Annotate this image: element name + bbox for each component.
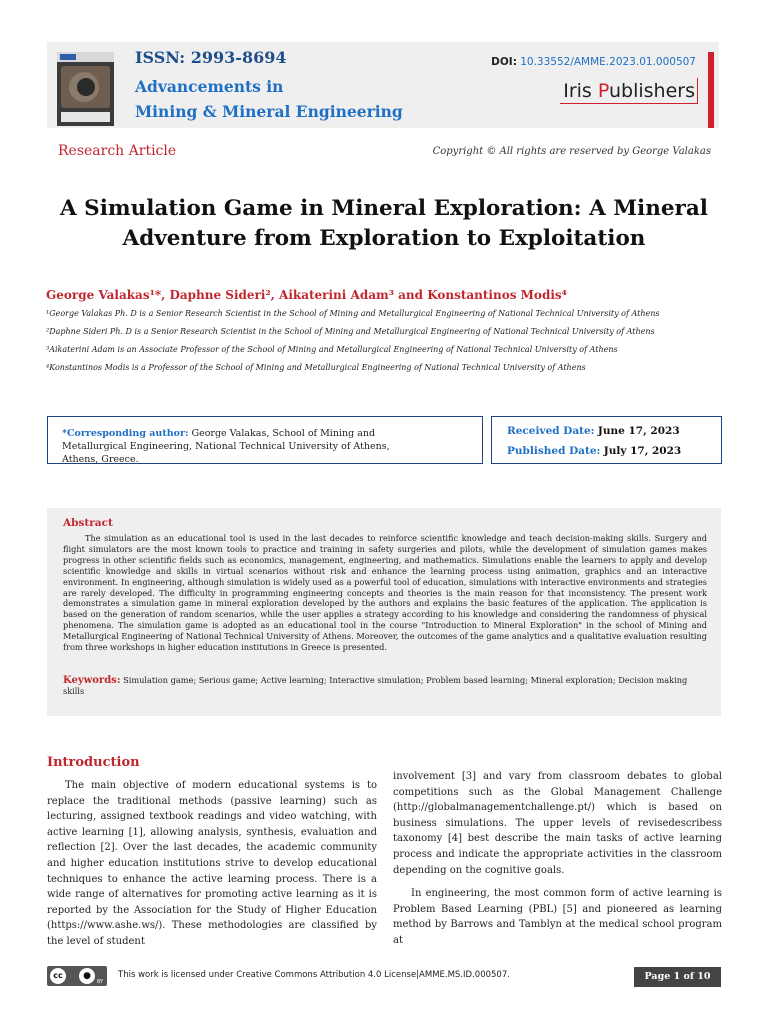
intro-column-1	[47, 778, 377, 950]
article-title: A Simulation Game in Mineral Exploration: A Mineral Adventure from Exploration to Exploitation	[60, 196, 708, 251]
abstract-text: The simulation as an educational tool is used in the last decades to reinforce scientific knowledge and teach decision-making skills. Surgery and flight simulators are the most known tools to practice and training in safety surgeries and pilots, while the development of simulation games makes progress in other scientific fields such as economics, management, engineering, and mathematics. Simulations enable the learners to apply and develop scientific knowledge and skills in virtual scenarios without risk and enhance the learning process using animation, graphics and an interactive environment. In engineering, although simulation is widely used as a powerful tool of education, simulations with interactive environments and strategies are rarely developed. The difficulty in programming engineering concepts and theories is the main reason for that inconsistency. The present work demonstrates a simulation game in mineral exploration developed by the authors and explains the basic features of the application. The application is based on the generation of random scenarios, while the user applies a strategy according to his knowledge and considering the randomness of physical phenomena. The simulation game is adopted as an educational tool in the course "Introduction to Mineral Exploration" in the school of Mining and Metallurgical Engineering of National Technical University of Athens. Moreover, the outcomes of the game analytics and a qualitative evaluation resulting from three workshops in higher education institutions in Greece is presented.	[63, 533, 707, 653]
creative-commons-icon[interactable]: cc ● BY	[47, 966, 107, 986]
journal-title-line1[interactable]: Advancements in	[135, 77, 284, 96]
journal-title-line2[interactable]: Mining & Mineral Engineering	[135, 102, 403, 121]
paragraph: involvement [3] and vary from classroom debates to global competitions such as the Global Management Challenge (http://globalmanagementchallenge.pt/) which is based on business simulations. The upper levels of revisedescribess taxonomy [4] best describe the main tasks of active learning process and indicate the appropriate activities in the classroom depending on the cognitive goals.	[393, 771, 722, 876]
abstract-heading: Abstract	[63, 517, 113, 529]
article-type: Research Article	[58, 143, 177, 159]
affiliation-3: ³Aikaterini Adam is an Associate Professor of the School of Mining and Metallurgical Engineering of National Technical University of Athens	[46, 345, 618, 354]
paragraph: In engineering, the most common form of active learning is Problem Based Learning (PBL) [5] and pioneered as learning method by Barrows and Tamblyn at the medical school program at	[393, 888, 722, 946]
copyright: Copyright © All rights are reserved by George Valakas	[432, 146, 711, 157]
affiliation-1: ¹George Valakas Ph. D is a Senior Research Scientist in the School of Mining and Metallurgical Engineering of National Technical University of Athens	[46, 309, 660, 318]
keywords: Keywords: Simulation game; Serious game; Active learning; Interactive simulation; Problem based learning; Mineral exploration; Decision making skills	[63, 675, 688, 696]
attribution-person-icon: ●	[79, 968, 95, 984]
license-text: This work is licensed under Creative Commons Attribution 4.0 License|AMME.MS.ID.000507.	[118, 970, 510, 980]
issn: ISSN: 2993-8694	[135, 48, 287, 67]
doi-link[interactable]: 10.33552/AMME.2023.01.000507	[520, 56, 696, 68]
journal-cover-image	[57, 52, 114, 126]
paragraph: The main objective of modern educational systems is to replace the traditional methods (passive learning) such as lecturing, assigned textbook readings and video watching, with active learning [1], allowing analysis, synthesis, evaluation and reflection [2]. Over the last decades, the academic community and higher education institutions strive to develop educational techniques to enhance the active learning process. There is a wide range of alternatives for promoting active learning as it is reported by the Association for the Study of Higher Education (https://www.ashe.ws/). These methodologies are classified by the level of student	[47, 780, 377, 947]
affiliation-2: ²Daphne Sideri Ph. D is a Senior Research Scientist in the School of Mining and Metallurgical Engineering of National Technical University of Athens	[46, 327, 655, 336]
affiliation-4: ⁴Konstantinos Modis is a Professor of the School of Mining and Metallurgical Engineering of National Technical University of Athens	[46, 363, 586, 372]
authors: George Valakas¹*, Daphne Sideri², Aikaterini Adam³ and Konstantinos Modis⁴	[46, 288, 567, 302]
corresponding-author-box: *Corresponding author: George Valakas, School of Mining and Metallurgical Engineering, National Technical University of Athens, Athens, Greece.	[47, 416, 483, 464]
intro-column-2	[393, 769, 722, 949]
publisher-logo[interactable]: Iris Publishers	[560, 78, 698, 104]
doi[interactable]: DOI: 10.33552/AMME.2023.01.000507	[491, 56, 696, 68]
received-date: Received Date: June 17, 2023	[507, 425, 680, 437]
page-number: Page 1 of 10	[634, 967, 721, 987]
header-accent-bar	[708, 52, 714, 128]
published-date: Published Date: July 17, 2023	[507, 445, 682, 457]
dates-box	[491, 416, 722, 464]
introduction-heading: Introduction	[47, 755, 140, 770]
